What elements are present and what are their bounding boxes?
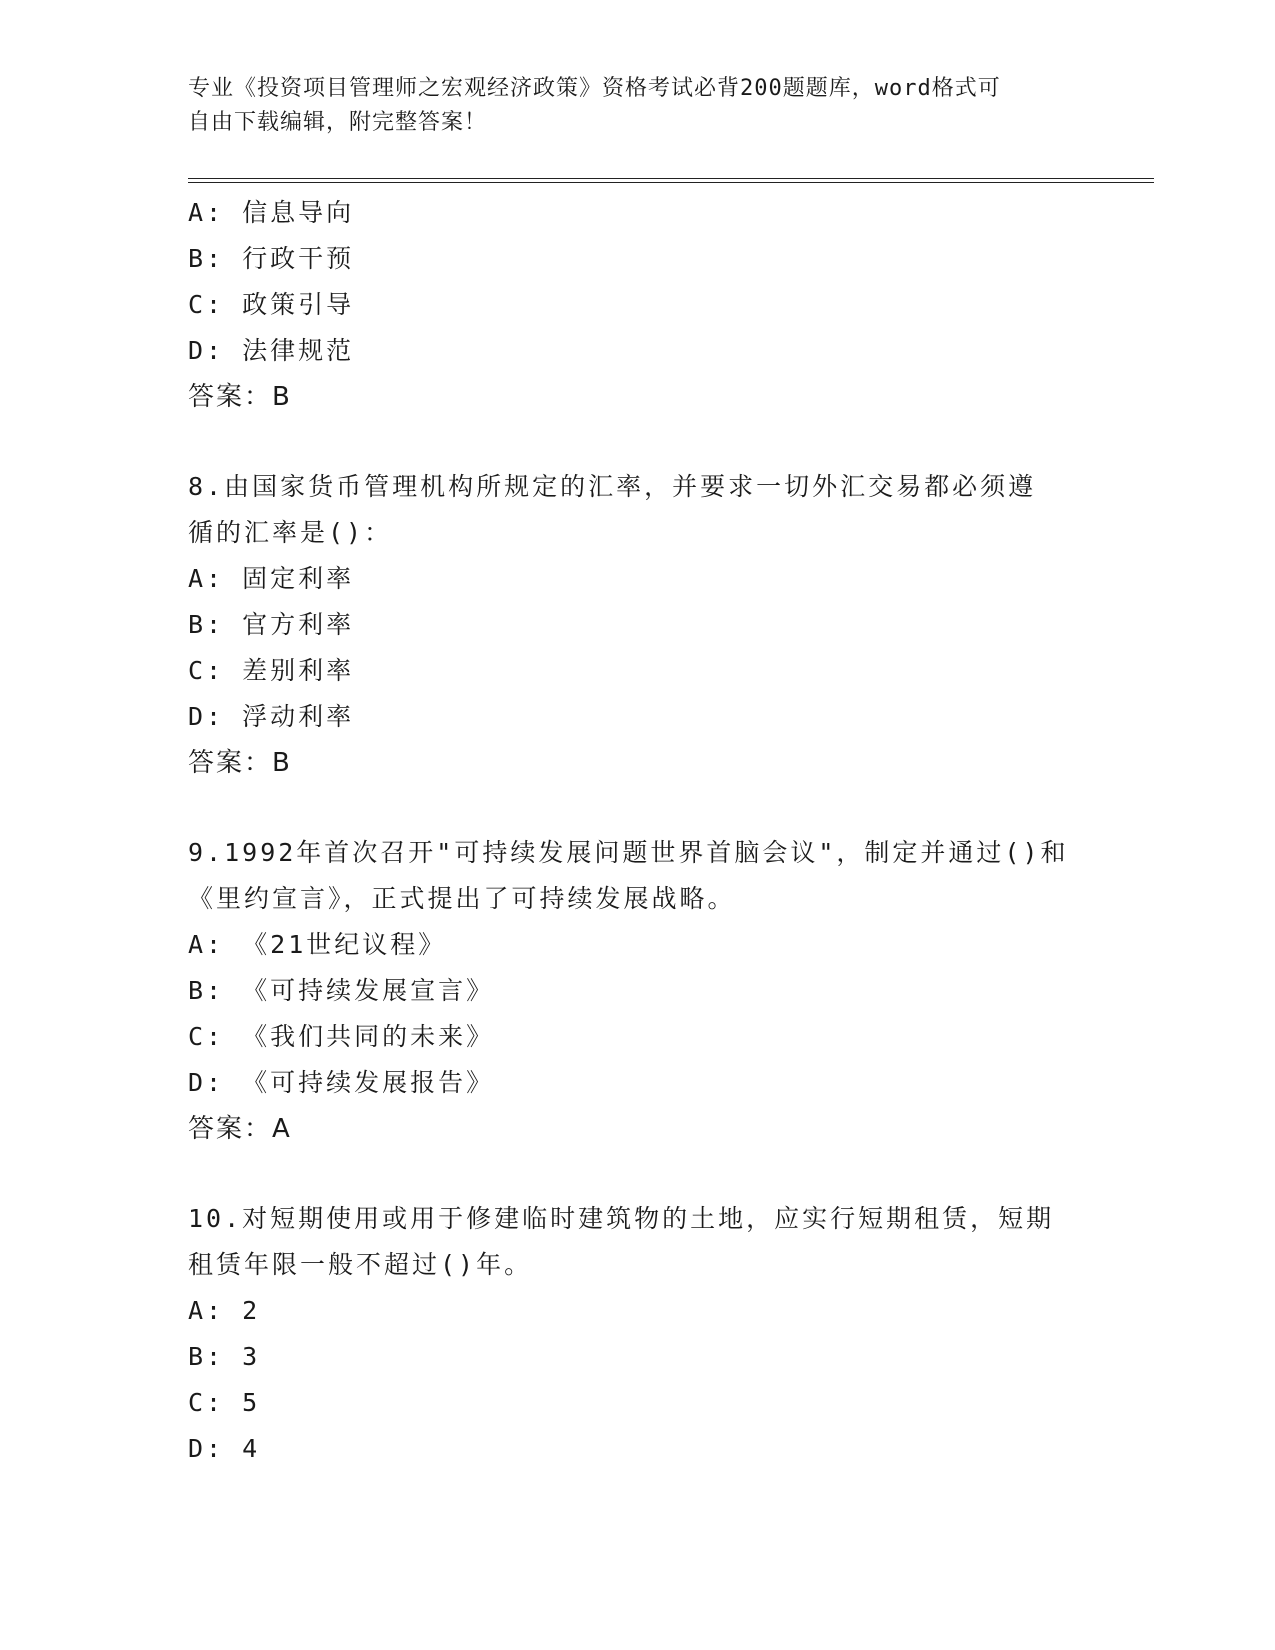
option-d: D: 4 <box>188 1434 261 1463</box>
question-block-10 <box>188 1196 1088 1472</box>
question-text-line-1: 9.1992年首次召开"可持续发展问题世界首脑会议"，制定并通过()和 <box>188 838 1069 867</box>
question-text-line-2: 循的汇率是()： <box>188 518 393 547</box>
option-d: D: 《可持续发展报告》 <box>188 1068 495 1097</box>
option-a: A: 信息导向 <box>188 198 355 227</box>
answer-line: 答案：B <box>188 748 292 778</box>
option-c: C: 差别利率 <box>188 656 355 685</box>
document-header <box>188 72 1068 140</box>
option-d: D: 法律规范 <box>188 336 355 365</box>
option-b: B: 行政干预 <box>188 244 355 273</box>
question-text-line-2: 租赁年限一般不超过()年。 <box>188 1250 533 1279</box>
block-spacer <box>188 420 1088 464</box>
block-spacer <box>188 1152 1088 1196</box>
header-line-2: 自由下载编辑，附完整答案！ <box>188 110 488 135</box>
question-text-line-1: 10.对短期使用或用于修建临时建筑物的土地，应实行短期租赁，短期 <box>188 1204 1055 1233</box>
question-text-line-1: 8.由国家货币管理机构所规定的汇率，并要求一切外汇交易都必须遵 <box>188 472 1037 501</box>
question-block-9 <box>188 830 1088 1152</box>
question-block-7 <box>188 190 1088 420</box>
option-c: C: 《我们共同的未来》 <box>188 1022 495 1051</box>
header-rule-top <box>188 178 1154 179</box>
option-b: B: 官方利率 <box>188 610 355 639</box>
option-d: D: 浮动利率 <box>188 702 355 731</box>
option-a: A: 《21世纪议程》 <box>188 930 447 959</box>
option-c: C: 5 <box>188 1388 261 1417</box>
option-a: A: 2 <box>188 1296 261 1325</box>
question-list <box>188 190 1088 1472</box>
option-c: C: 政策引导 <box>188 290 355 319</box>
answer-line: 答案：A <box>188 1114 292 1144</box>
block-spacer <box>188 786 1088 830</box>
option-b: B: 《可持续发展宣言》 <box>188 976 495 1005</box>
header-rule-bottom <box>188 182 1154 183</box>
option-b: B: 3 <box>188 1342 261 1371</box>
question-text-line-2: 《里约宣言》，正式提出了可持续发展战略。 <box>188 884 736 913</box>
option-a: A: 固定利率 <box>188 564 355 593</box>
header-line-1: 专业《投资项目管理师之宏观经济政策》资格考试必背200题题库，word格式可 <box>188 76 1001 101</box>
question-block-8 <box>188 464 1088 786</box>
answer-line: 答案：B <box>188 382 292 412</box>
